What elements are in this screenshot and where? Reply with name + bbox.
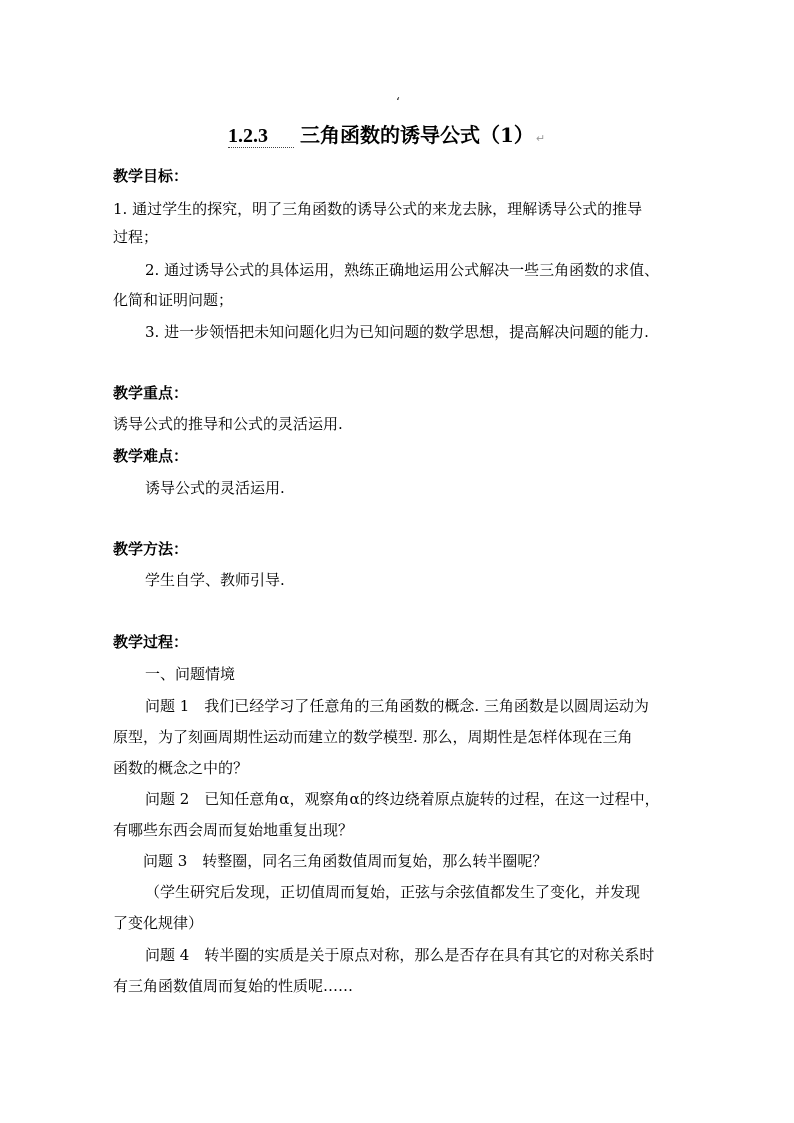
objective-2-line-2: 化简和证明问题； [113, 291, 234, 309]
objectives-heading: 教学目标： [113, 167, 189, 185]
process-heading: 教学过程： [113, 633, 189, 651]
question-4-line-2: 有三角函数值周而复始的性质呢…… [113, 977, 354, 995]
question-3: 问题 3 转整圈，同名三角函数值周而复始，那么转半圈呢？ [143, 852, 548, 870]
methods-heading: 教学方法： [113, 540, 189, 558]
paragraph-mark-icon: ↵ [535, 132, 546, 145]
objective-3: 3. 进一步领悟把未知问题化归为已知问题的数学思想，提高解决问题的能力. [145, 323, 649, 341]
question-1-line-2: 原型，为了刻画周期性运动而建立的数学模型. 那么，周期性是怎样体现在三角 [113, 728, 633, 746]
objective-1-line-2: 过程； [113, 228, 159, 246]
methods-text: 学生自学、教师引导. [145, 571, 285, 589]
difficulties-text: 诱导公式的灵活运用. [145, 479, 285, 497]
question-2-line-2: 有哪些东西会周而复始地重复出现？ [113, 821, 354, 839]
difficulties-heading: 教学难点： [113, 447, 189, 465]
student-note-line-1: （学生研究后发现，正切值周而复始，正弦与余弦值都发生了变化，并发现 [145, 883, 641, 901]
question-4-line-1: 问题 4 转半圈的实质是关于原点对称，那么是否存在具有其它的对称关系时 [145, 946, 655, 964]
question-1-line-3: 函数的概念之中的？ [113, 759, 249, 777]
section-1-title: 一、问题情境 [145, 665, 236, 683]
section-number: 1.2.3 [228, 125, 294, 148]
question-2-line-1: 问题 2 已知任意角α，观察角α的终边绕着原点旋转的过程，在这一过程中， [145, 790, 660, 808]
page-title [228, 122, 545, 152]
stray-mark: ‘ [396, 95, 400, 109]
objective-2-line-1: 2. 通过诱导公式的具体运用，熟练正确地运用公式解决一些三角函数的求值、 [145, 261, 660, 279]
objective-1-line-1: 1. 通过学生的探究，明了三角函数的诱导公式的来龙去脉，理解诱导公式的推导 [113, 200, 643, 218]
title-text: 三角函数的诱导公式（1） [300, 123, 534, 147]
key-points-text: 诱导公式的推导和公式的灵活运用. [113, 415, 343, 433]
key-points-heading: 教学重点： [113, 384, 189, 402]
question-1-line-1: 问题 1 我们已经学习了任意角的三角函数的概念. 三角函数是以圆周运动为 [145, 697, 649, 715]
student-note-line-2: 了变化规律） [113, 914, 204, 932]
